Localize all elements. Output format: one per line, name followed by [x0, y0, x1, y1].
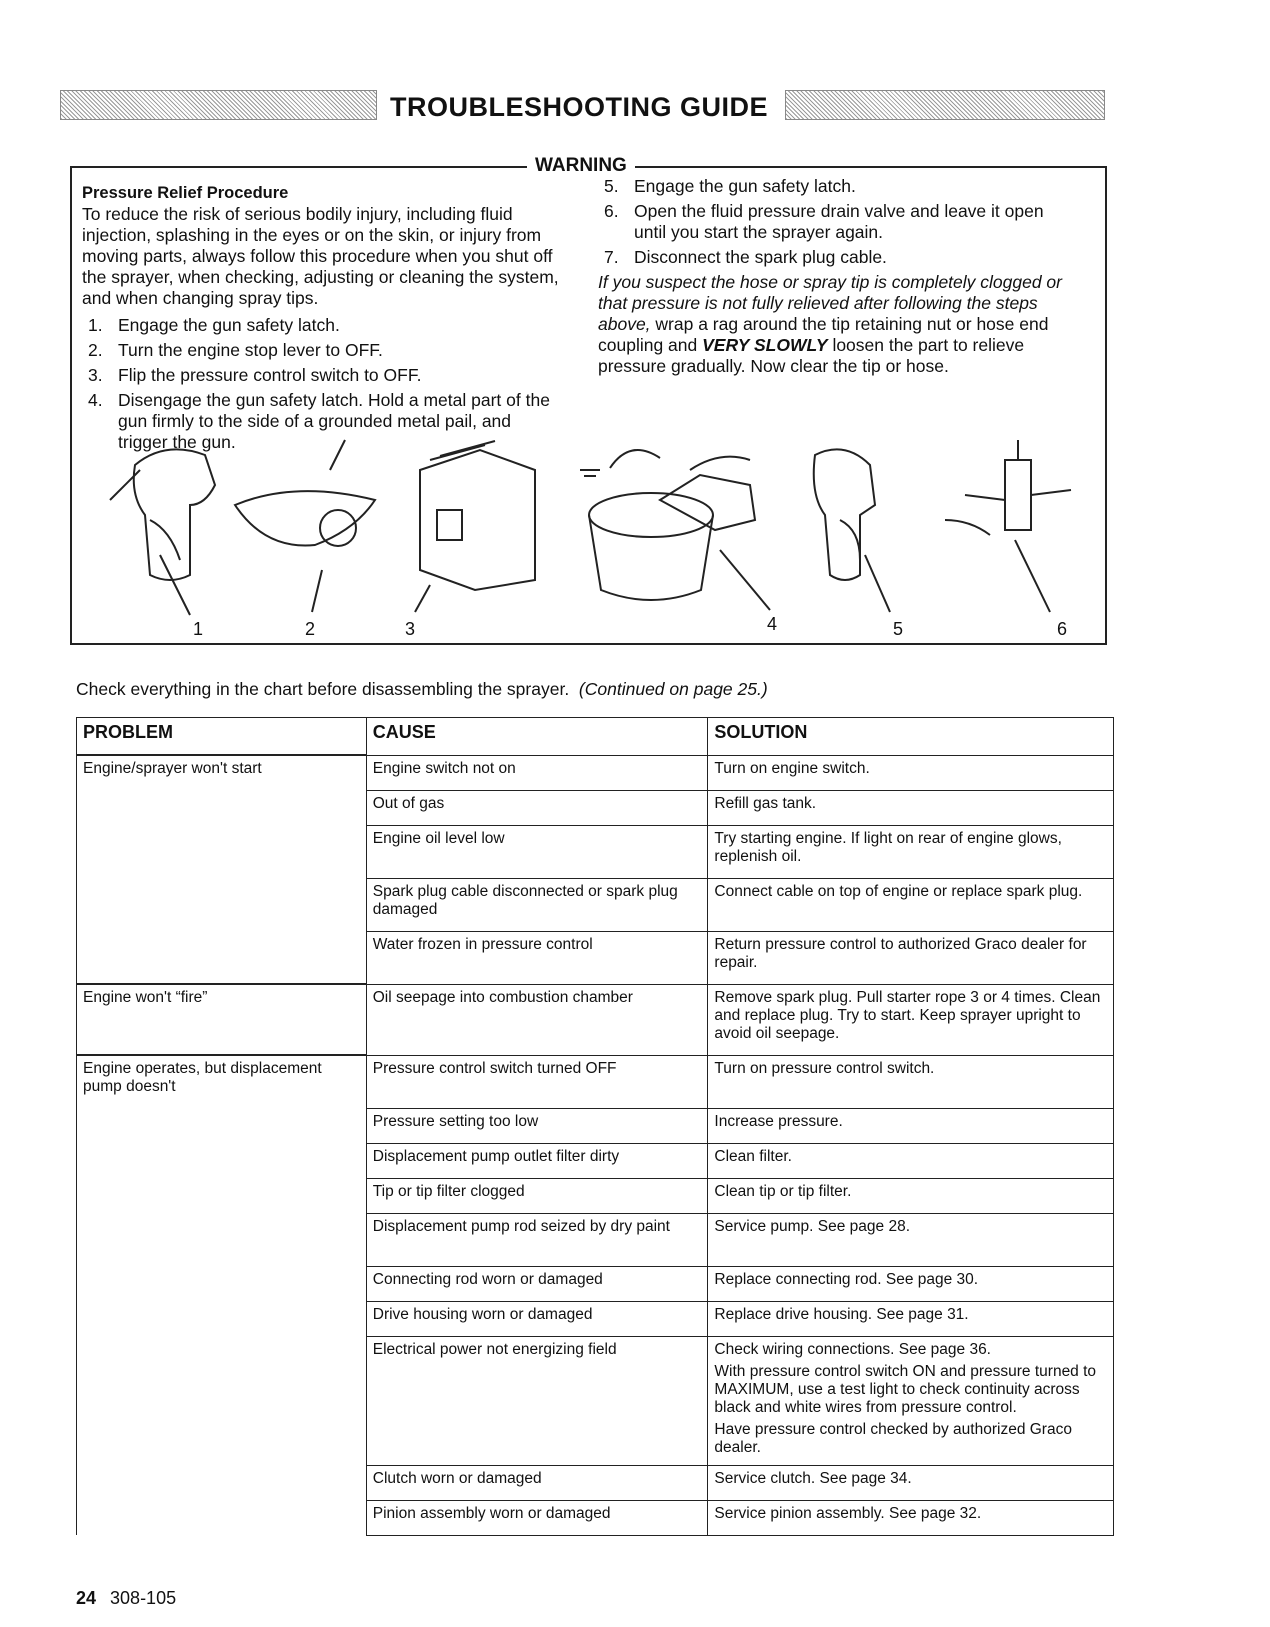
- procedure-intro: To reduce the risk of serious bodily injury, including fluid injection, splashing in the eyes or on the skin, or injury from moving parts, always follow this procedure when you shut off the sprayer, when checking, adjusting or cleaning the system, and when changing spray tips.: [82, 204, 559, 308]
- solution-cell: Service pump. See page 28.: [708, 1213, 1114, 1266]
- cause-cell: Engine oil level low: [366, 825, 708, 878]
- cause-cell: Oil seepage into combustion chamber: [366, 984, 708, 1055]
- header-cause: CAUSE: [366, 718, 708, 756]
- header-problem: PROBLEM: [77, 718, 367, 756]
- header-solution: SOLUTION: [708, 718, 1114, 756]
- steps-list-b: [598, 176, 1078, 268]
- page-number: 24: [76, 1588, 97, 1608]
- cause-cell: Displacement pump outlet filter dirty: [366, 1143, 708, 1178]
- solution-cell: Service pinion assembly. See page 32.: [708, 1500, 1114, 1535]
- solution-cell: Connect cable on top of engine or replace spark plug.: [708, 878, 1114, 931]
- figure-label-3: 3: [405, 619, 416, 639]
- warning-label: WARNING: [527, 155, 635, 177]
- solution-cell: Replace connecting rod. See page 30.: [708, 1266, 1114, 1301]
- solution-cell: Clean tip or tip filter.: [708, 1178, 1114, 1213]
- table-header-row: [77, 718, 1114, 756]
- cause-cell: Clutch worn or damaged: [366, 1465, 708, 1500]
- step-5: 5. Engage the gun safety latch.: [604, 176, 856, 196]
- cause-cell: Tip or tip filter clogged: [366, 1178, 708, 1213]
- solution-cell: Try starting engine. If light on rear of engine glows, replenish oil.: [708, 825, 1114, 878]
- cause-cell: Pinion assembly worn or damaged: [366, 1500, 708, 1535]
- figure-label-5: 5: [893, 619, 904, 639]
- page-title: TROUBLESHOOTING GUIDE: [390, 92, 769, 122]
- solution-cell: [708, 1336, 1114, 1465]
- figure-label-4: 4: [767, 614, 778, 634]
- cause-cell: Pressure setting too low: [366, 1108, 708, 1143]
- problem-cell: Engine operates, but displacement pump doesn't: [77, 1055, 367, 1535]
- cause-cell: Connecting rod worn or damaged: [366, 1266, 708, 1301]
- solution-part: Have pressure control checked by authorized Graco dealer.: [714, 1420, 1072, 1456]
- solution-cell: Turn on pressure control switch.: [708, 1055, 1114, 1108]
- solution-part: With pressure control switch ON and pressure turned to MAXIMUM, use a test light to check continuity across black and white wires from pressure control.: [714, 1362, 1097, 1416]
- warning-left-column: [82, 183, 562, 457]
- cause-cell: Engine switch not on: [366, 755, 708, 790]
- cause-cell: Electrical power not energizing field: [366, 1336, 708, 1465]
- cause-cell: Pressure control switch turned OFF: [366, 1055, 708, 1108]
- header-hatch-left: [60, 90, 377, 120]
- procedure-heading: Pressure Relief Procedure: [82, 184, 289, 202]
- figure-label-1: 1: [193, 619, 204, 639]
- page-footer: [76, 1588, 176, 1609]
- step-1: 1. Engage the gun safety latch.: [88, 315, 340, 335]
- steps-list-a: [82, 315, 562, 453]
- solution-cell: Turn on engine switch.: [708, 755, 1114, 790]
- step-6: 6. Open the fluid pressure drain valve and leave it open until you start the sprayer again.: [604, 201, 1044, 242]
- solution-cell: Clean filter.: [708, 1143, 1114, 1178]
- solution-cell: Service clutch. See page 34.: [708, 1465, 1114, 1500]
- cause-cell: Drive housing worn or damaged: [366, 1301, 708, 1336]
- warning-right-column: [598, 176, 1078, 377]
- table-row: [77, 984, 1114, 1055]
- chart-intro: Check everything in the chart before disassembling the sprayer. (Continued on page 25.): [76, 679, 768, 699]
- step-3: 3. Flip the pressure control switch to OFF.: [88, 365, 422, 385]
- step-4: 4. Disengage the gun safety latch. Hold a metal part of the gun firmly to the side of a grounded metal pail, and trigger the gun.: [88, 390, 550, 452]
- figure-label-6: 6: [1057, 619, 1068, 639]
- table-row: [77, 755, 1114, 790]
- pressure-note: If you suspect the hose or spray tip is completely clogged or that pressure is not fully relieved after following the steps above, wrap a rag around the tip retaining nut or hose end coupling and VERY SLOWLY loosen the part to relieve pressure gradually. Now clear the tip or hose.: [598, 272, 1062, 376]
- solution-part: Check wiring connections. See page 36.: [714, 1340, 991, 1358]
- solution-cell: Refill gas tank.: [708, 790, 1114, 825]
- step-2: 2. Turn the engine stop lever to OFF.: [88, 340, 383, 360]
- cause-cell: Displacement pump rod seized by dry paint: [366, 1213, 708, 1266]
- figure-label-2: 2: [305, 619, 316, 639]
- troubleshooting-table: [76, 717, 1114, 1536]
- solution-cell: Remove spark plug. Pull starter rope 3 or 4 times. Clean and replace plug. Try to start. Keep sprayer upright to avoid oil seepage.: [708, 984, 1114, 1055]
- problem-cell: Engine/sprayer won't start: [77, 755, 367, 984]
- cause-cell: Out of gas: [366, 790, 708, 825]
- step-7: 7. Disconnect the spark plug cable.: [604, 247, 887, 267]
- solution-cell: Replace drive housing. See page 31.: [708, 1301, 1114, 1336]
- solution-cell: Increase pressure.: [708, 1108, 1114, 1143]
- cause-cell: Water frozen in pressure control: [366, 931, 708, 984]
- document-number: 308-105: [110, 1588, 177, 1608]
- header-hatch-right: [785, 90, 1105, 120]
- solution-cell: Return pressure control to authorized Graco dealer for repair.: [708, 931, 1114, 984]
- cause-cell: Spark plug cable disconnected or spark plug damaged: [366, 878, 708, 931]
- problem-cell: Engine won't “fire”: [77, 984, 367, 1055]
- table-row: [77, 1055, 1114, 1108]
